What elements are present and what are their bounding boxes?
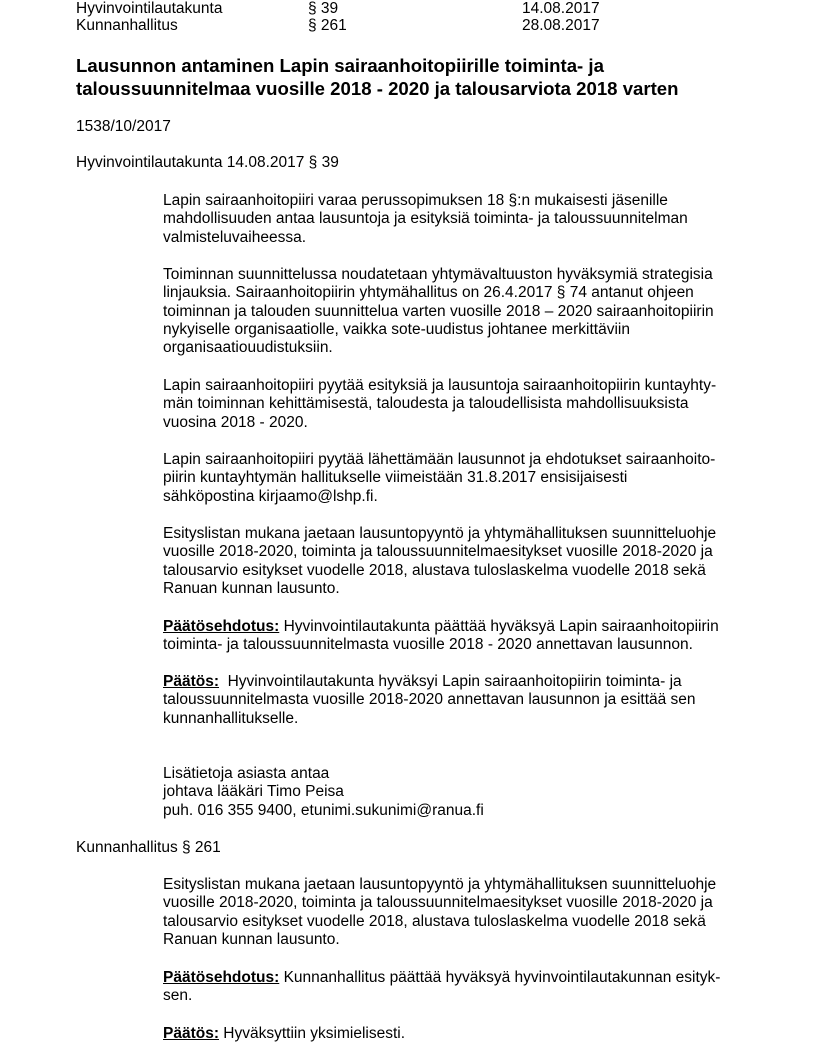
paragraph-line: nykyiselle organisaatiolle, vaikka sote-uudistus johtanee merkittäviin bbox=[163, 320, 630, 338]
paragraph-line: toiminta- ja taloussuunnitelmasta vuosille 2018 - 2020 annettavan lausunnon. bbox=[163, 636, 693, 654]
contact-line: Lisätietoja asiasta antaa bbox=[163, 765, 330, 782]
decision-label: Päätös: bbox=[163, 673, 219, 690]
document-title bbox=[76, 55, 776, 100]
paragraph-line: Lapin sairaanhoitopiiri varaa perussopimuksen 18 §:n mukaisesti jäsenille bbox=[163, 192, 668, 209]
paragraph-line: Lapin sairaanhoitopiiri pyytää lähettämään lausunnot ja ehdotukset sairaanhoito- bbox=[163, 451, 716, 468]
decision-proposal bbox=[163, 969, 763, 1006]
decision bbox=[163, 1025, 763, 1043]
paragraph-line: vuosille 2018-2020, toiminta ja taloussuunnitelmaesitykset vuosille 2018-2020 ja bbox=[163, 543, 713, 561]
paragraph-line: kunnanhallitukselle. bbox=[163, 709, 299, 727]
header-date: 14.08.2017 bbox=[522, 0, 600, 17]
decision-proposal bbox=[163, 618, 763, 655]
paragraph-line: Hyväksyttiin yksimielisesti. bbox=[219, 1025, 406, 1042]
decision bbox=[163, 673, 763, 728]
section-heading-municipal-board: Kunnanhallitus § 261 bbox=[76, 839, 221, 856]
paragraph-line: vuosille 2018-2020, toiminta ja taloussuunnitelmaesitykset vuosille 2018-2020 ja bbox=[163, 894, 713, 912]
paragraph-line: valmisteluvaiheessa. bbox=[163, 228, 307, 246]
paragraph-line: talousarvio esitykset vuodelle 2018, alustava tuloslaskelma vuodelle 2018 sekä bbox=[163, 561, 706, 579]
paragraph-line: Lapin sairaanhoitopiiri pyytää esityksiä ja lausuntoja sairaanhoitopiirin kuntayhty- bbox=[163, 377, 717, 394]
decision-label: Päätös: bbox=[163, 1025, 219, 1042]
paragraph-line: sähköpostina kirjaamo@lshp.fi. bbox=[163, 487, 378, 505]
paragraph bbox=[163, 266, 763, 357]
header-section: § 261 bbox=[308, 17, 347, 34]
proposal-label: Päätösehdotus: bbox=[163, 618, 280, 635]
record-number: 1538/10/2017 bbox=[76, 118, 171, 135]
paragraph-line: mahdollisuuden antaa lausuntoja ja esityksiä toiminta- ja taloussuunnitelman bbox=[163, 210, 688, 228]
contact-line: johtava lääkäri Timo Peisa bbox=[163, 783, 344, 801]
paragraph-line: Esityslistan mukana jaetaan lausuntopyyntö ja yhtymähallituksen suunnitteluohje bbox=[163, 525, 717, 542]
header-row bbox=[76, 0, 776, 18]
paragraph bbox=[163, 876, 763, 949]
header-date: 28.08.2017 bbox=[522, 17, 600, 34]
paragraph-line: Ranuan kunnan lausunto. bbox=[163, 930, 340, 948]
paragraph bbox=[163, 377, 763, 432]
title-line: taloussuunnitelmaa vuosille 2018 - 2020 ja talousarviota 2018 varten bbox=[76, 77, 679, 99]
paragraph-line: Esityslistan mukana jaetaan lausuntopyyntö ja yhtymähallituksen suunnitteluohje bbox=[163, 876, 717, 893]
section-heading-welfare-board: Hyvinvointilautakunta 14.08.2017 § 39 bbox=[76, 154, 339, 171]
paragraph-line: linjauksia. Sairaanhoitopiirin yhtymähallitus on 26.4.2017 § 74 antanut ohjeen bbox=[163, 284, 694, 302]
paragraph bbox=[163, 525, 763, 598]
paragraph-line: sen. bbox=[163, 987, 193, 1005]
paragraph-line: Kunnanhallitus päättää hyväksyä hyvinvointilautakunnan esityk- bbox=[279, 969, 721, 986]
paragraph-line: Hyvinvointilautakunta päättää hyväksyä Lapin sairaanhoitopiirin bbox=[279, 618, 719, 635]
paragraph-line: toiminnan ja talouden suunnittelua varten vuosille 2018 – 2020 sairaanhoitopiirin bbox=[163, 302, 714, 320]
paragraph-line: Toiminnan suunnittelussa noudatetaan yhtymävaltuuston hyväksymiä strategisia bbox=[163, 266, 713, 283]
paragraph-line: talousarvio esitykset vuodelle 2018, alustava tuloslaskelma vuodelle 2018 sekä bbox=[163, 912, 706, 930]
header-row bbox=[76, 17, 776, 35]
paragraph bbox=[163, 192, 763, 247]
paragraph-line: organisaatiouudistuksiin. bbox=[163, 339, 333, 357]
header-body-name: Hyvinvointilautakunta bbox=[76, 0, 223, 17]
paragraph-line: taloussuunnitelmasta vuosille 2018-2020 annettavan lausunnon ja esittää sen bbox=[163, 691, 696, 709]
paragraph-line: piirin kuntayhtymän hallitukselle viimeistään 31.8.2017 ensisijaisesti bbox=[163, 469, 628, 487]
paragraph bbox=[163, 451, 763, 506]
header-section: § 39 bbox=[308, 0, 339, 17]
title-line: Lausunnon antaminen Lapin sairaanhoitopiirille toiminta- ja bbox=[76, 55, 604, 76]
proposal-label: Päätösehdotus: bbox=[163, 969, 280, 986]
paragraph-line: Hyvinvointilautakunta hyväksyi Lapin sairaanhoitopiirin toiminta- ja bbox=[219, 673, 682, 690]
paragraph-line: vuosina 2018 - 2020. bbox=[163, 413, 308, 431]
paragraph-line: män toiminnan kehittämisestä, taloudesta ja taloudellisista mahdollisuuksista bbox=[163, 395, 689, 413]
contact-line: puh. 016 355 9400, etunimi.sukunimi@ranua.fi bbox=[163, 801, 484, 819]
header-body-name: Kunnanhallitus bbox=[76, 17, 178, 34]
contact-info bbox=[163, 765, 763, 820]
paragraph-line: Ranuan kunnan lausunto. bbox=[163, 579, 340, 597]
